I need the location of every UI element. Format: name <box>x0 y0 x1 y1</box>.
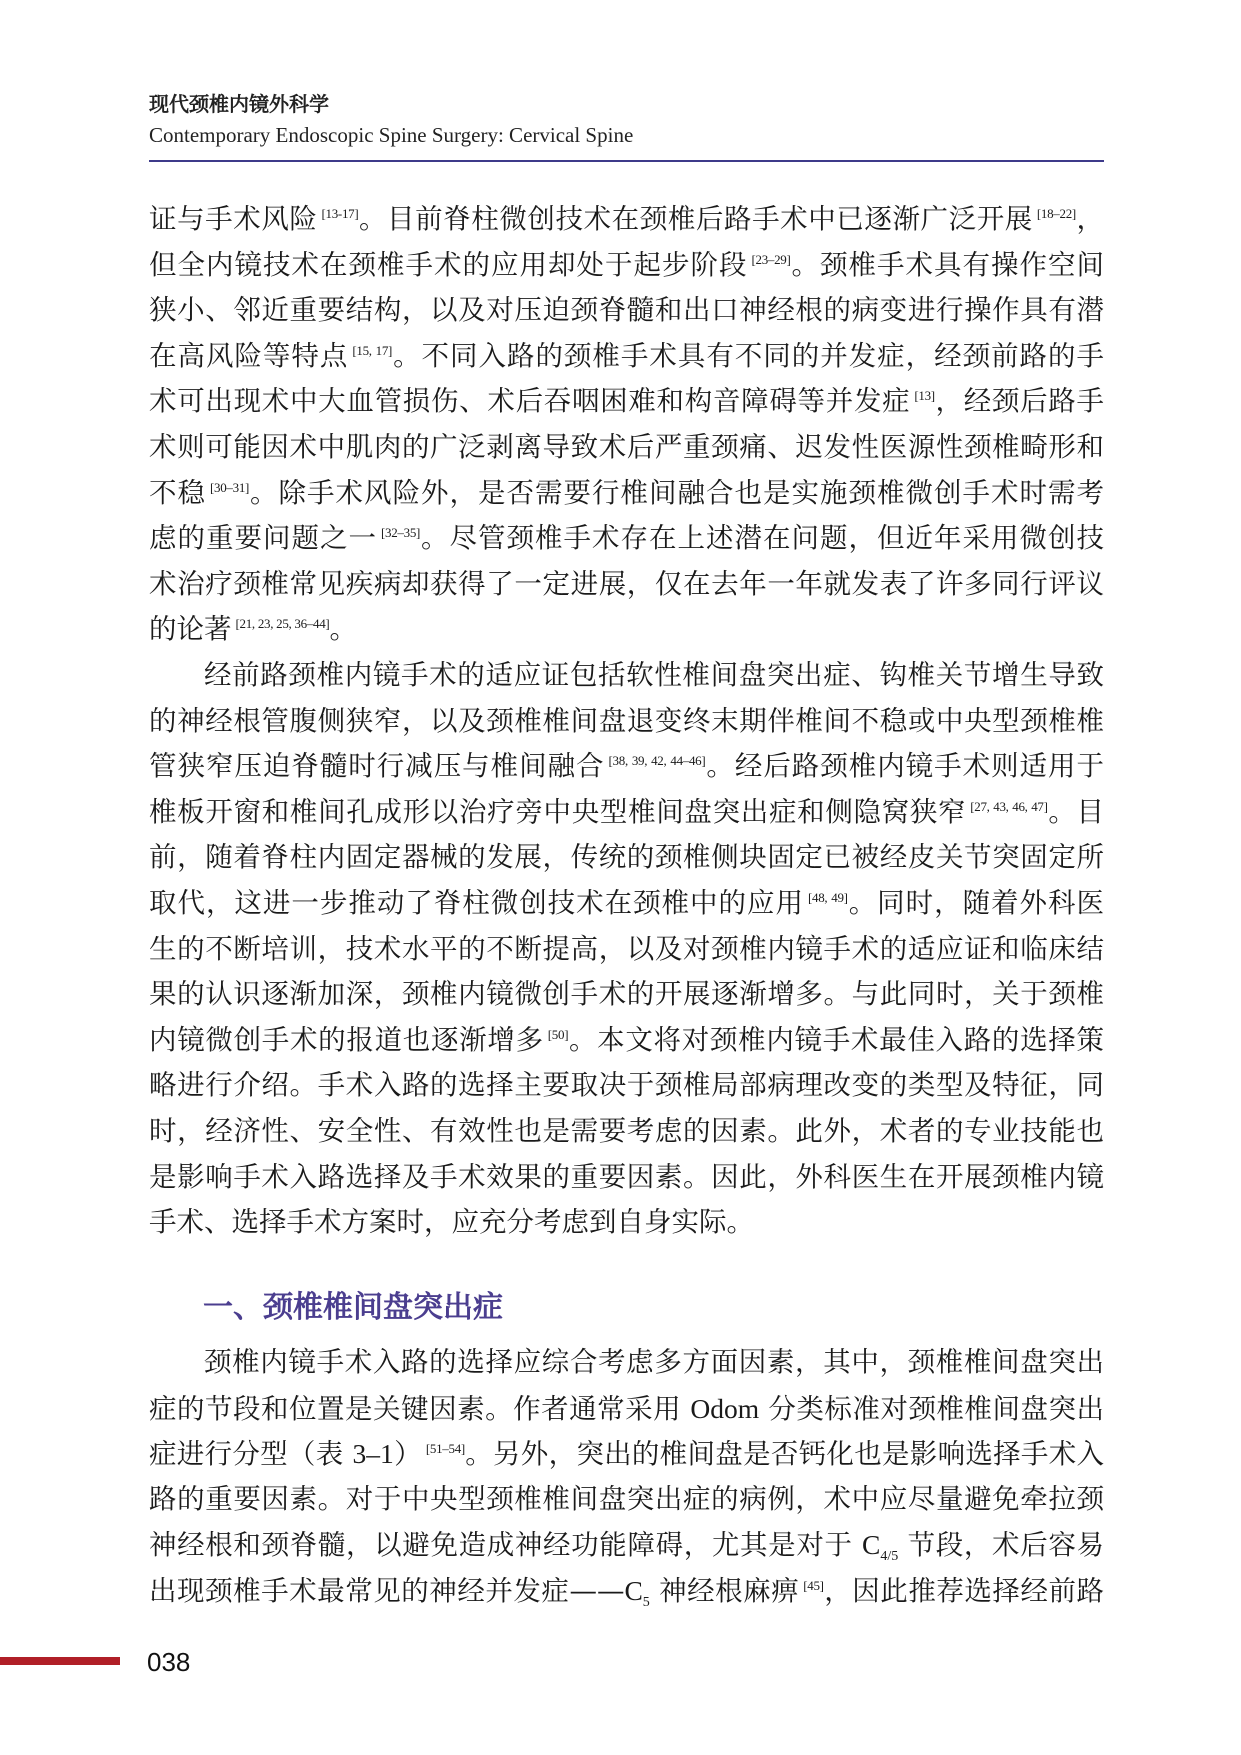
text-segment: C <box>624 1574 643 1606</box>
text-segment: 路的重要因素。对于中央型颈椎椎间盘突出症的病例，术中应尽量避免牵拉颈 <box>149 1482 1104 1515</box>
header-rule <box>149 160 1104 162</box>
text-segment: 。除手术风险外，是否需要行椎间融合也是实施颈椎微创手术时需考 <box>249 476 1105 509</box>
citation-reference: [45] <box>803 1577 824 1593</box>
text-line <box>149 334 1104 380</box>
text-segment: 是影响手术入路选择及手术效果的重要因素。因此，外科医生在开展颈椎内镜 <box>149 1160 1104 1193</box>
text-segment: 症进行分型（表 <box>149 1438 353 1471</box>
text-segment: 的神经根管腹侧狭窄，以及颈椎椎间盘退变终末期伴椎间不稳或中央型颈椎椎 <box>149 704 1104 737</box>
citation-reference: [50] <box>547 1026 569 1042</box>
citation-reference: [23–29] <box>751 251 791 267</box>
text-segment: 分类标准对颈椎椎间盘突出 <box>759 1392 1104 1425</box>
text-segment: 。颈椎手术具有操作空间 <box>790 248 1105 281</box>
text-line <box>149 471 1104 517</box>
citation-reference: [27, 43, 46, 47] <box>970 798 1048 814</box>
text-line <box>149 1431 1104 1477</box>
text-line <box>149 197 1104 243</box>
text-line <box>149 1568 1104 1614</box>
text-segment: 不稳 <box>149 476 206 509</box>
text-line <box>149 972 1104 1018</box>
text-segment: 出现颈椎手术最常见的神经并发症—— <box>149 1574 625 1607</box>
citation-reference: [21, 23, 25, 36–44] <box>235 616 330 632</box>
text-segment: 术则可能因术中肌肉的广泛剥离导致术后严重颈痛、迟发性医源性颈椎畸形和 <box>149 430 1104 463</box>
text-segment: 。不同入路的颈椎手术具有不同的并发症，经颈前路的手 <box>392 339 1105 372</box>
text-segment: 3–1 <box>352 1438 394 1470</box>
text-segment: 。目 <box>1047 795 1105 828</box>
text-segment: 颈椎内镜手术入路的选择应综合考虑多方面因素，其中，颈椎椎间盘突出 <box>204 1346 1104 1378</box>
text-line <box>149 835 1104 881</box>
citation-reference: [30–31] <box>210 479 250 495</box>
text-line <box>149 744 1104 790</box>
paragraph-1 <box>149 197 1104 653</box>
text-segment: ） <box>393 1438 422 1471</box>
text-segment: 手术、选择手术方案时，应充分考虑到自身实际。 <box>149 1206 754 1239</box>
text-segment: 术治疗颈椎常见疾病却获得了一定进展，仅在去年一年就发表了许多同行评议 <box>149 567 1104 600</box>
citation-reference: [38, 39, 42, 44–46] <box>608 753 706 769</box>
text-line <box>149 379 1104 425</box>
subscript: 5 <box>642 1594 650 1610</box>
text-segment: 略进行介绍。手术入路的选择主要取决于颈椎局部病理改变的类型及特征，同 <box>149 1069 1104 1102</box>
citation-reference: [13-17] <box>321 206 359 221</box>
text-segment: 的论著 <box>149 613 232 646</box>
text-line <box>149 288 1104 334</box>
text-segment: 。 <box>329 613 357 646</box>
text-segment: 。本文将对颈椎内镜手术最佳入路的选择策 <box>568 1023 1105 1056</box>
citation-reference: [13] <box>914 388 935 404</box>
text-segment: 证与手术风险 <box>149 203 318 235</box>
text-segment: 内镜微创手术的报道也逐渐增多 <box>149 1023 544 1056</box>
text-segment: Odom <box>690 1392 760 1424</box>
paragraph-3 <box>149 1340 1104 1614</box>
running-header-title-cn: 现代颈椎内镜外科学 <box>149 92 329 116</box>
text-line <box>149 927 1104 973</box>
text-line <box>149 653 1104 699</box>
text-line <box>149 1477 1104 1523</box>
text-segment: 虑的重要问题之一 <box>149 522 377 555</box>
text-segment: 节段，术后容易 <box>898 1529 1104 1562</box>
text-line <box>149 1200 1104 1246</box>
citation-reference: [48, 49] <box>807 889 848 905</box>
text-segment: 狭小、邻近重要结构，以及对压迫颈脊髓和出口神经根的病变进行操作具有潜 <box>149 294 1104 327</box>
paragraph-2 <box>149 653 1104 1246</box>
text-line <box>149 562 1104 608</box>
subscript: 4/5 <box>880 1549 899 1565</box>
text-line <box>149 243 1104 289</box>
text-segment: 时，经济性、安全性、有效性也是需要考虑的因素。此外，术者的专业技能也 <box>149 1114 1104 1147</box>
text-line <box>149 425 1104 471</box>
text-segment: 神经根麻痹 <box>649 1574 800 1607</box>
text-segment: 取代，这进一步推动了脊柱微创技术在颈椎中的应用 <box>149 886 804 919</box>
text-segment: 症的节段和位置是关键因素。作者通常采用 <box>149 1392 691 1425</box>
text-segment: 。经后路颈椎内镜手术则适用于 <box>705 750 1104 783</box>
citation-reference: [32–35] <box>380 525 421 541</box>
text-segment: 。同时，随着外科医 <box>847 886 1105 919</box>
text-line <box>149 699 1104 745</box>
text-segment: 生的不断培训，技术水平的不断提高，以及对颈椎内镜手术的适应证和临床结 <box>149 932 1104 965</box>
text-segment: 前，随着脊柱内固定器械的发展，传统的颈椎侧块固定已被经皮关节突固定所 <box>149 841 1104 874</box>
text-segment: ，因此推荐选择经前路 <box>823 1574 1105 1607</box>
text-line <box>149 1522 1104 1568</box>
footer-accent-bar <box>0 1657 120 1665</box>
text-line <box>149 607 1104 653</box>
text-line <box>149 1155 1104 1201</box>
page-number: 038 <box>147 1647 191 1677</box>
section-heading: 一、颈椎椎间盘突出症 <box>203 1290 503 1325</box>
citation-reference: [15, 17] <box>352 342 393 358</box>
text-line <box>149 1340 1104 1386</box>
text-segment: 但全内镜技术在颈椎手术的应用却处于起步阶段 <box>149 248 748 281</box>
text-segment: 经前路颈椎内镜手术的适应证包括软性椎间盘突出症、钩椎关节增生导致 <box>204 659 1104 691</box>
text-line <box>149 516 1104 562</box>
text-line <box>149 1018 1104 1064</box>
text-line <box>149 790 1104 836</box>
text-line <box>149 1109 1104 1155</box>
text-segment: 。另外，突出的椎间盘是否钙化也是影响选择手术入 <box>464 1438 1104 1471</box>
text-segment: 管狭窄压迫脊髓时行减压与椎间融合 <box>149 750 605 783</box>
text-segment: 椎板开窗和椎间孔成形以治疗旁中央型椎间盘突出症和侧隐窝狭窄 <box>149 795 967 828</box>
running-header-title-en: Contemporary Endoscopic Spine Surgery: Cervical Spine <box>149 123 634 147</box>
citation-reference: [51–54] <box>425 1441 465 1457</box>
text-segment: 在高风险等特点 <box>149 339 349 372</box>
text-line <box>149 881 1104 927</box>
text-segment: 。目前脊柱微创技术在颈椎后路手术中已逐渐广泛开展 <box>358 203 1033 235</box>
text-segment: 神经根和颈脊髓，以避免造成神经功能障碍，尤其是对于 <box>149 1529 862 1562</box>
text-segment: ，经颈后路手 <box>934 385 1104 418</box>
text-segment: 术可出现术中大血管损伤、术后吞咽困难和构音障碍等并发症 <box>149 385 911 418</box>
text-line <box>149 1386 1104 1432</box>
text-segment: 果的认识逐渐加深，颈椎内镜微创手术的开展逐渐增多。与此同时，关于颈椎 <box>149 978 1104 1011</box>
text-segment: 。尽管颈椎手术存在上述潜在问题，但近年采用微创技 <box>420 522 1104 555</box>
citation-reference: [18–22] <box>1036 206 1076 221</box>
text-segment: C <box>862 1529 881 1561</box>
text-line <box>149 1063 1104 1109</box>
text-segment: ， <box>1075 203 1105 235</box>
